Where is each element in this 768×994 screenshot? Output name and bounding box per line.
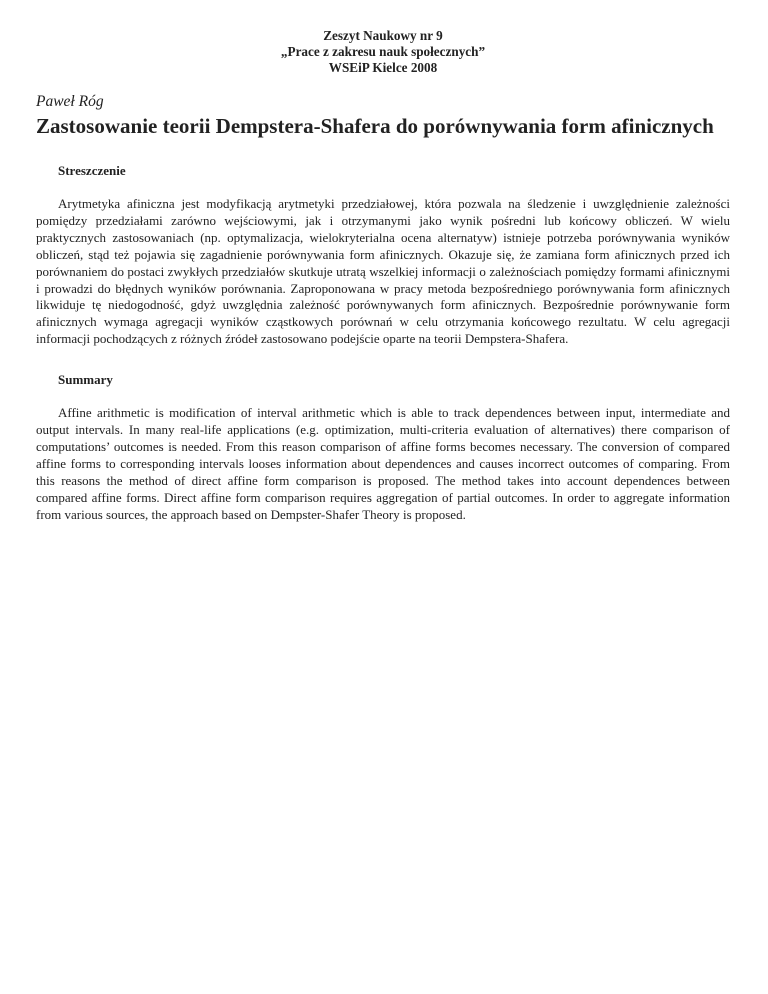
abstract-en-text: Affine arithmetic is modification of interval arithmetic which is able to track dependences between input, intermediate and output intervals. In many real-life applications (e.g. optimization, multi-criteria evaluation of alternatives) there comparison of computations’ outcomes is needed. From this reason comparison of affine forms becomes necessary. The conversion of compared affine forms to corresponding intervals looses information about dependences and causes incorrect outcomes of comparing. From this reasons the method of direct affine form comparison is proposed. The method takes into account dependences between compared affine forms. Direct affine form comparison requires aggregation of partial outcomes. In order to aggregate information from various sources, the approach based on Dempster-Shafer Theory is proposed.	[36, 405, 730, 522]
document-page	[36, 28, 730, 524]
article-title: Zastosowanie teorii Dempstera-Shafera do porównywania form afinicznych	[36, 114, 714, 138]
article-author: Paweł Róg	[36, 93, 104, 110]
abstract-en-heading: Summary	[58, 372, 113, 388]
journal-series: „Prace z zakresu nauk społecznych”	[280, 44, 486, 59]
abstract-pl-heading: Streszczenie	[58, 163, 126, 178]
journal-header	[36, 28, 730, 76]
abstract-pl-text: Arytmetyka afiniczna jest modyfikacją arytmetyki przedziałowej, która pozwala na śledzenie i uwzględnienie zależności pomiędzy przedziałami zarówno wejściowymi, jak i otrzymanymi jako wynik pośredni lub końcowy obliczeń. W wielu praktycznych zastosowaniach (np. optymalizacja, wielokryterialna ocena alternatyw) istnieje potrzeba porównywania wyników obliczeń, stąd też pojawia się zagadnienie porównywania form afinicznych. Okazuje się, że zamiana form afinicznych przed ich porównaniem do postaci zwykłych przedziałów skutkuje utratą wszelkiej informacji o zależnościach pomiędzy formami afinicznymi i prowadzi do błędnych wyników porównania. Zaproponowana w pracy metoda bezpośredniego porównywania form afinicznych likwiduje tę niedogodność, gdyż uwzględnia zależność porównywanych form afinicznych. Bezpośrednie porównywanie form afinicznych wymaga agregacji wyników cząstkowych porównań w celu otrzymania końcowego rezultatu. W celu agregacji informacji pochodzących z różnych źródeł zastosowano podejście oparte na teorii Dempstera-Shafera.	[36, 196, 730, 347]
journal-publisher: WSEiP Kielce 2008	[328, 60, 438, 75]
journal-issue: Zeszyt Naukowy nr 9	[323, 28, 443, 43]
